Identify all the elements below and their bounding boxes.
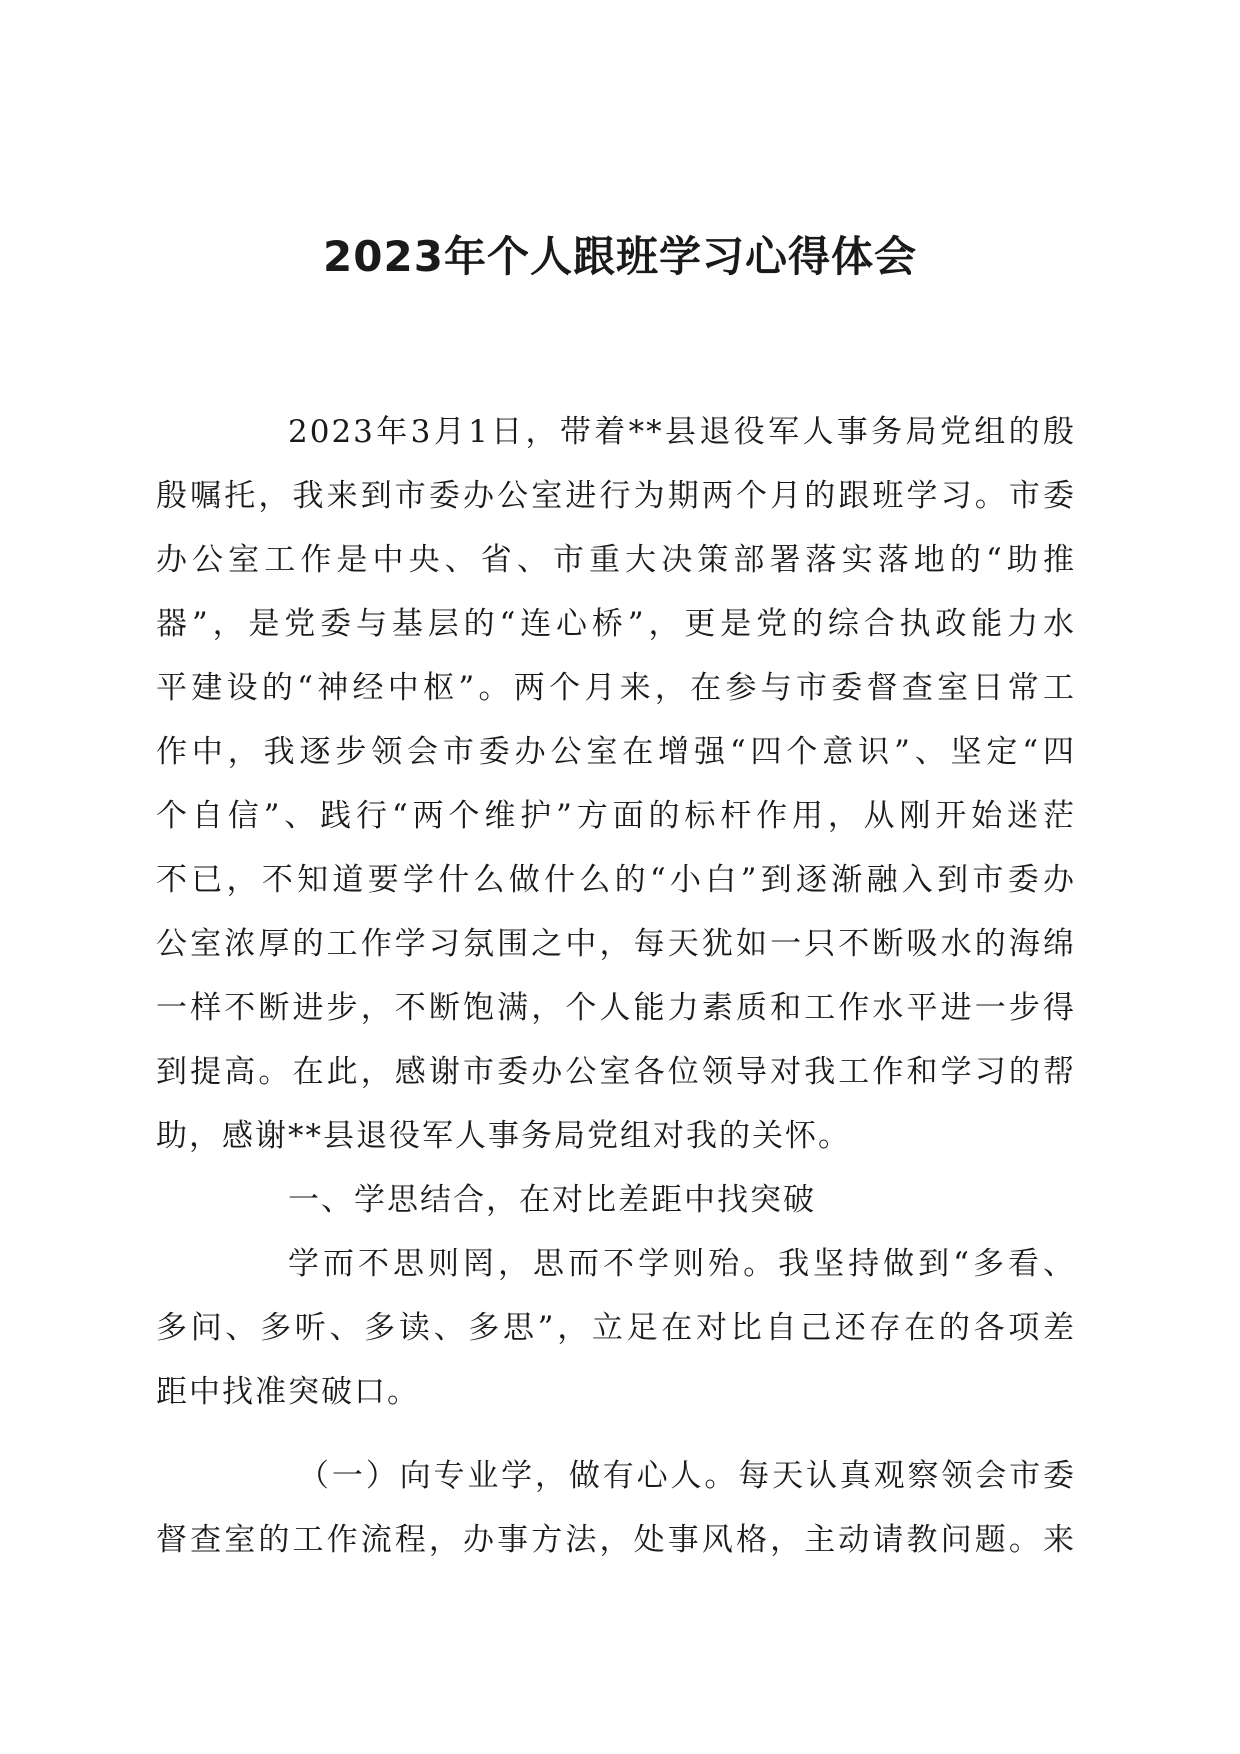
paragraph-line: 2023年3月1日，带着**县退役军人事务局党组的殷: [288, 414, 1076, 450]
document-body: [156, 400, 1076, 1572]
paragraph-line: 距中找准突破口。: [156, 1374, 420, 1410]
paragraph-line: 督查室的工作流程，办事方法，处事风格，主动请教问题。来: [156, 1522, 1076, 1558]
paragraph-line: 多问、多听、多读、多思”，立足在对比自己还存在的各项差: [156, 1310, 1076, 1346]
paragraph-line: 作中，我逐步领会市委办公室在增强“四个意识”、坚定“四: [156, 734, 1076, 770]
paragraph-line: （一）向专业学，做有心人。每天认真观察领会市委: [298, 1458, 1076, 1494]
paragraph-line: 器”，是党委与基层的“连心桥”，更是党的综合执政能力水: [156, 606, 1076, 642]
section-heading: 一、学思结合，在对比差距中找突破: [288, 1182, 816, 1218]
paragraph-line: 个自信”、践行“两个维护”方面的标杆作用，从刚开始迷茫: [156, 798, 1076, 834]
paragraph-line: 公室浓厚的工作学习氛围之中，每天犹如一只不断吸水的海绵: [156, 926, 1076, 962]
paragraph-line: 到提高。在此，感谢市委办公室各位领导对我工作和学习的帮: [156, 1054, 1076, 1090]
paragraph-line: 殷嘱托，我来到市委办公室进行为期两个月的跟班学习。市委: [156, 478, 1076, 514]
paragraph-line: 不已，不知道要学什么做什么的“小白”到逐渐融入到市委办: [156, 862, 1076, 898]
paragraph-line: 一样不断进步，不断饱满，个人能力素质和工作水平进一步得: [156, 990, 1076, 1026]
document-title: 2023年个人跟班学习心得体会: [323, 232, 917, 281]
paragraph-line: 学而不思则罔，思而不学则殆。我坚持做到“多看、: [288, 1246, 1076, 1282]
paragraph-line: 平建设的“神经中枢”。两个月来，在参与市委督查室日常工: [156, 670, 1076, 706]
paragraph-line: 办公室工作是中央、省、市重大决策部署落实落地的“助推: [156, 542, 1076, 578]
paragraph-line: 助，感谢**县退役军人事务局党组对我的关怀。: [156, 1118, 851, 1154]
